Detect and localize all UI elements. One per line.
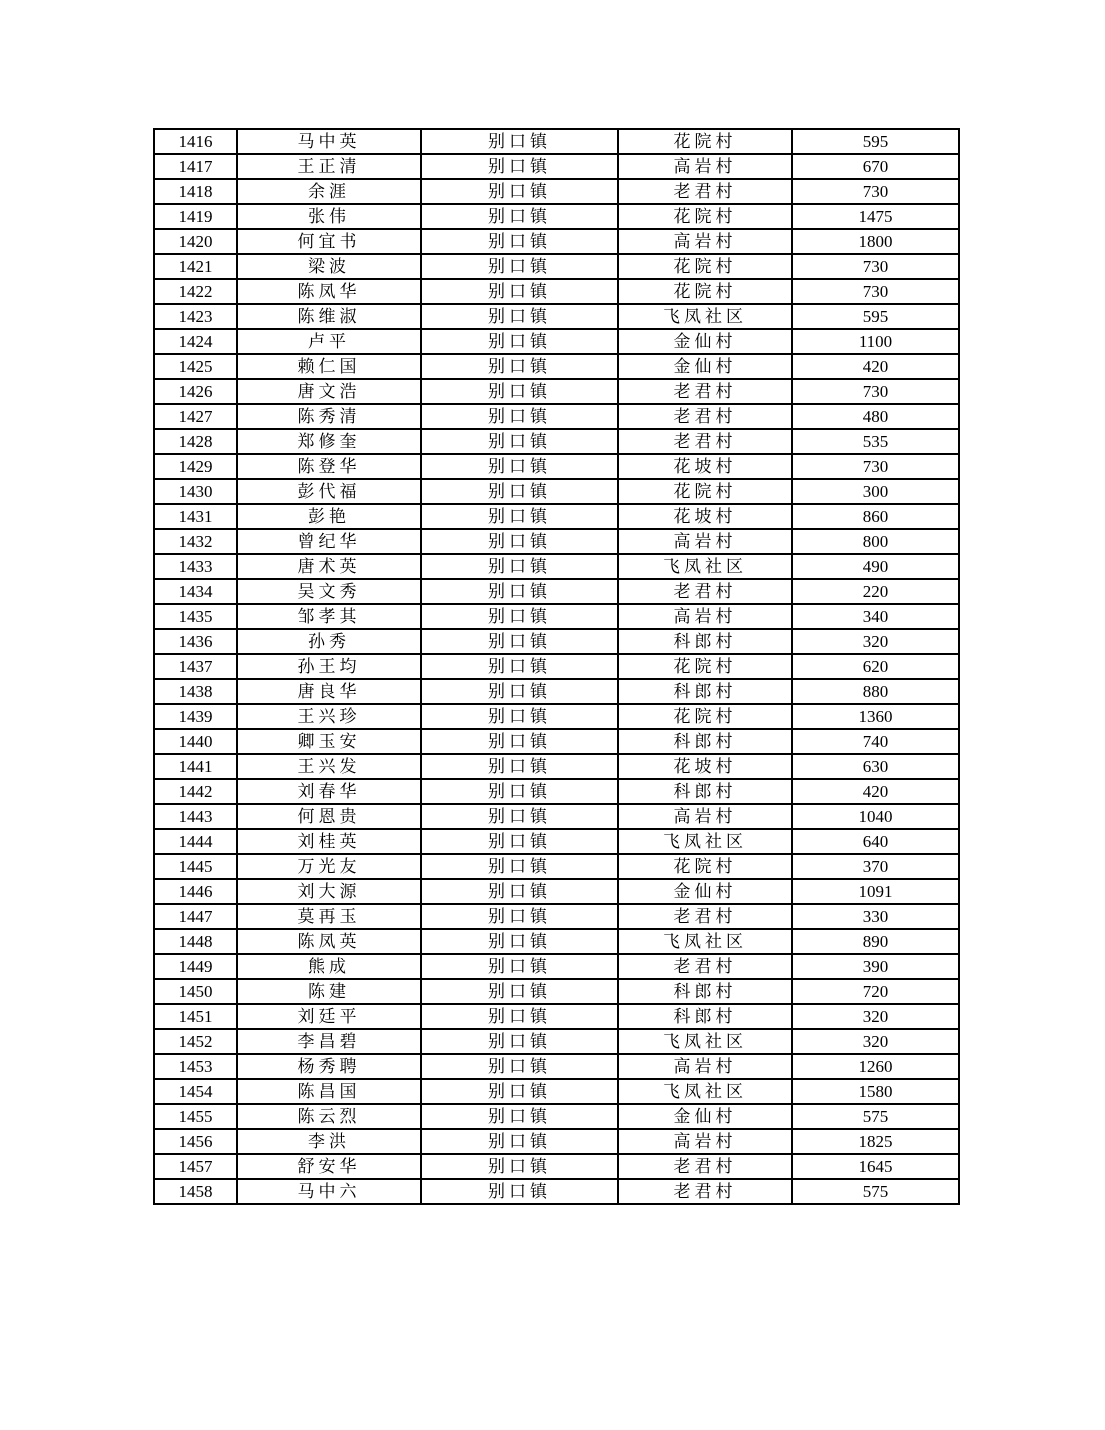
cell-serial: 1458	[154, 1179, 237, 1204]
table-row	[154, 629, 959, 654]
cell-name: 刘春华	[237, 779, 421, 804]
cell-amount: 1091	[792, 879, 959, 904]
cell-town: 别口镇	[421, 629, 618, 654]
cell-amount: 880	[792, 679, 959, 704]
cell-serial: 1448	[154, 929, 237, 954]
cell-amount: 1100	[792, 329, 959, 354]
cell-town: 别口镇	[421, 1004, 618, 1029]
cell-serial: 1449	[154, 954, 237, 979]
cell-name: 刘桂英	[237, 829, 421, 854]
cell-serial: 1437	[154, 654, 237, 679]
cell-serial: 1436	[154, 629, 237, 654]
table-row	[154, 504, 959, 529]
cell-name: 莫再玉	[237, 904, 421, 929]
cell-town: 别口镇	[421, 529, 618, 554]
cell-serial: 1438	[154, 679, 237, 704]
cell-serial: 1428	[154, 429, 237, 454]
cell-amount: 730	[792, 279, 959, 304]
table-row	[154, 254, 959, 279]
table-row	[154, 429, 959, 454]
cell-town: 别口镇	[421, 1104, 618, 1129]
cell-village: 高岩村	[618, 1129, 792, 1154]
cell-town: 别口镇	[421, 129, 618, 154]
cell-village: 花院村	[618, 854, 792, 879]
table-row	[154, 1129, 959, 1154]
cell-amount: 1475	[792, 204, 959, 229]
cell-town: 别口镇	[421, 229, 618, 254]
cell-serial: 1446	[154, 879, 237, 904]
cell-amount: 800	[792, 529, 959, 554]
cell-name: 万光友	[237, 854, 421, 879]
cell-town: 别口镇	[421, 979, 618, 1004]
cell-amount: 860	[792, 504, 959, 529]
table-row	[154, 279, 959, 304]
cell-village: 高岩村	[618, 804, 792, 829]
cell-town: 别口镇	[421, 954, 618, 979]
cell-serial: 1425	[154, 354, 237, 379]
table-row	[154, 229, 959, 254]
cell-amount: 720	[792, 979, 959, 1004]
table-row	[154, 579, 959, 604]
cell-name: 吴文秀	[237, 579, 421, 604]
cell-name: 彭代福	[237, 479, 421, 504]
cell-name: 张伟	[237, 204, 421, 229]
cell-amount: 1645	[792, 1154, 959, 1179]
cell-name: 陈登华	[237, 454, 421, 479]
table-row	[154, 904, 959, 929]
cell-village: 科郎村	[618, 779, 792, 804]
table-row	[154, 304, 959, 329]
cell-amount: 730	[792, 254, 959, 279]
cell-amount: 390	[792, 954, 959, 979]
cell-town: 别口镇	[421, 379, 618, 404]
cell-amount: 1580	[792, 1079, 959, 1104]
cell-village: 花坡村	[618, 504, 792, 529]
cell-name: 何宜书	[237, 229, 421, 254]
cell-town: 别口镇	[421, 779, 618, 804]
cell-serial: 1445	[154, 854, 237, 879]
cell-serial: 1450	[154, 979, 237, 1004]
cell-village: 飞凤社区	[618, 1029, 792, 1054]
table-row	[154, 754, 959, 779]
cell-village: 科郎村	[618, 1004, 792, 1029]
cell-name: 马中英	[237, 129, 421, 154]
cell-serial: 1452	[154, 1029, 237, 1054]
cell-town: 别口镇	[421, 479, 618, 504]
cell-village: 科郎村	[618, 679, 792, 704]
cell-village: 老君村	[618, 954, 792, 979]
table-row	[154, 879, 959, 904]
table-row	[154, 779, 959, 804]
cell-amount: 220	[792, 579, 959, 604]
cell-town: 别口镇	[421, 604, 618, 629]
cell-amount: 620	[792, 654, 959, 679]
cell-amount: 740	[792, 729, 959, 754]
cell-village: 科郎村	[618, 979, 792, 1004]
cell-amount: 1040	[792, 804, 959, 829]
cell-name: 王正清	[237, 154, 421, 179]
cell-name: 唐术英	[237, 554, 421, 579]
cell-amount: 320	[792, 1029, 959, 1054]
table-row	[154, 679, 959, 704]
cell-serial: 1417	[154, 154, 237, 179]
cell-name: 孙秀	[237, 629, 421, 654]
cell-serial: 1419	[154, 204, 237, 229]
cell-serial: 1426	[154, 379, 237, 404]
cell-name: 舒安华	[237, 1154, 421, 1179]
table-row	[154, 529, 959, 554]
cell-amount: 1800	[792, 229, 959, 254]
cell-name: 刘廷平	[237, 1004, 421, 1029]
cell-serial: 1451	[154, 1004, 237, 1029]
cell-village: 高岩村	[618, 229, 792, 254]
cell-village: 老君村	[618, 904, 792, 929]
cell-town: 别口镇	[421, 154, 618, 179]
table-row	[154, 329, 959, 354]
cell-serial: 1456	[154, 1129, 237, 1154]
cell-serial: 1442	[154, 779, 237, 804]
table-row	[154, 154, 959, 179]
cell-village: 金仙村	[618, 329, 792, 354]
cell-serial: 1418	[154, 179, 237, 204]
cell-name: 杨秀聘	[237, 1054, 421, 1079]
cell-village: 飞凤社区	[618, 304, 792, 329]
cell-amount: 420	[792, 779, 959, 804]
cell-village: 花院村	[618, 479, 792, 504]
cell-town: 别口镇	[421, 929, 618, 954]
cell-serial: 1429	[154, 454, 237, 479]
cell-village: 花院村	[618, 254, 792, 279]
cell-town: 别口镇	[421, 579, 618, 604]
cell-serial: 1455	[154, 1104, 237, 1129]
cell-amount: 1360	[792, 704, 959, 729]
cell-village: 金仙村	[618, 879, 792, 904]
cell-town: 别口镇	[421, 854, 618, 879]
cell-town: 别口镇	[421, 1054, 618, 1079]
cell-amount: 340	[792, 604, 959, 629]
cell-amount: 595	[792, 304, 959, 329]
cell-town: 别口镇	[421, 829, 618, 854]
cell-name: 陈维淑	[237, 304, 421, 329]
cell-town: 别口镇	[421, 279, 618, 304]
cell-town: 别口镇	[421, 654, 618, 679]
cell-serial: 1434	[154, 579, 237, 604]
cell-serial: 1457	[154, 1154, 237, 1179]
cell-amount: 480	[792, 404, 959, 429]
cell-name: 彭艳	[237, 504, 421, 529]
cell-town: 别口镇	[421, 304, 618, 329]
cell-village: 高岩村	[618, 529, 792, 554]
table-row	[154, 829, 959, 854]
cell-town: 别口镇	[421, 329, 618, 354]
cell-village: 科郎村	[618, 629, 792, 654]
cell-amount: 320	[792, 1004, 959, 1029]
cell-serial: 1420	[154, 229, 237, 254]
table-row	[154, 854, 959, 879]
table-row	[154, 654, 959, 679]
cell-amount: 575	[792, 1104, 959, 1129]
cell-town: 别口镇	[421, 904, 618, 929]
cell-amount: 595	[792, 129, 959, 154]
cell-name: 陈昌国	[237, 1079, 421, 1104]
cell-village: 老君村	[618, 179, 792, 204]
cell-amount: 490	[792, 554, 959, 579]
roster-table	[153, 128, 960, 1205]
cell-serial: 1454	[154, 1079, 237, 1104]
cell-village: 花院村	[618, 279, 792, 304]
cell-serial: 1433	[154, 554, 237, 579]
cell-serial: 1444	[154, 829, 237, 854]
cell-amount: 320	[792, 629, 959, 654]
cell-town: 别口镇	[421, 179, 618, 204]
cell-amount: 420	[792, 354, 959, 379]
table-row	[154, 954, 959, 979]
table-row	[154, 354, 959, 379]
table-row	[154, 804, 959, 829]
cell-serial: 1435	[154, 604, 237, 629]
cell-village: 花坡村	[618, 454, 792, 479]
table-row	[154, 1004, 959, 1029]
cell-name: 陈秀清	[237, 404, 421, 429]
cell-town: 别口镇	[421, 554, 618, 579]
cell-village: 高岩村	[618, 604, 792, 629]
cell-serial: 1423	[154, 304, 237, 329]
cell-name: 熊成	[237, 954, 421, 979]
cell-village: 飞凤社区	[618, 1079, 792, 1104]
cell-town: 别口镇	[421, 204, 618, 229]
cell-town: 别口镇	[421, 754, 618, 779]
cell-amount: 640	[792, 829, 959, 854]
cell-village: 高岩村	[618, 154, 792, 179]
cell-village: 老君村	[618, 1154, 792, 1179]
table-row	[154, 704, 959, 729]
cell-village: 高岩村	[618, 1054, 792, 1079]
cell-village: 飞凤社区	[618, 929, 792, 954]
cell-name: 卿玉安	[237, 729, 421, 754]
cell-name: 李昌碧	[237, 1029, 421, 1054]
cell-town: 别口镇	[421, 729, 618, 754]
cell-amount: 330	[792, 904, 959, 929]
cell-name: 陈云烈	[237, 1104, 421, 1129]
cell-town: 别口镇	[421, 454, 618, 479]
cell-town: 别口镇	[421, 879, 618, 904]
cell-village: 老君村	[618, 1179, 792, 1204]
cell-amount: 670	[792, 154, 959, 179]
table-row	[154, 454, 959, 479]
cell-serial: 1439	[154, 704, 237, 729]
table-row	[154, 1104, 959, 1129]
cell-name: 唐文浩	[237, 379, 421, 404]
cell-amount: 730	[792, 179, 959, 204]
cell-town: 别口镇	[421, 354, 618, 379]
cell-name: 王兴珍	[237, 704, 421, 729]
cell-serial: 1440	[154, 729, 237, 754]
cell-town: 别口镇	[421, 1129, 618, 1154]
cell-town: 别口镇	[421, 429, 618, 454]
cell-name: 何恩贵	[237, 804, 421, 829]
table-row	[154, 129, 959, 154]
cell-serial: 1432	[154, 529, 237, 554]
roster-table-body	[154, 129, 959, 1204]
cell-village: 老君村	[618, 429, 792, 454]
cell-village: 花院村	[618, 654, 792, 679]
cell-name: 曾纪华	[237, 529, 421, 554]
cell-village: 老君村	[618, 404, 792, 429]
cell-village: 飞凤社区	[618, 554, 792, 579]
cell-amount: 890	[792, 929, 959, 954]
cell-serial: 1416	[154, 129, 237, 154]
cell-name: 孙王均	[237, 654, 421, 679]
cell-name: 唐良华	[237, 679, 421, 704]
cell-serial: 1427	[154, 404, 237, 429]
cell-village: 金仙村	[618, 1104, 792, 1129]
cell-serial: 1443	[154, 804, 237, 829]
table-row	[154, 379, 959, 404]
cell-amount: 1825	[792, 1129, 959, 1154]
cell-village: 科郎村	[618, 729, 792, 754]
cell-serial: 1441	[154, 754, 237, 779]
cell-town: 别口镇	[421, 1079, 618, 1104]
cell-town: 别口镇	[421, 1154, 618, 1179]
cell-name: 余涯	[237, 179, 421, 204]
cell-amount: 730	[792, 454, 959, 479]
cell-name: 陈建	[237, 979, 421, 1004]
table-row	[154, 1179, 959, 1204]
cell-name: 李洪	[237, 1129, 421, 1154]
cell-name: 赖仁国	[237, 354, 421, 379]
cell-serial: 1424	[154, 329, 237, 354]
table-row	[154, 1029, 959, 1054]
cell-town: 别口镇	[421, 1029, 618, 1054]
cell-amount: 1260	[792, 1054, 959, 1079]
cell-name: 王兴发	[237, 754, 421, 779]
cell-name: 刘大源	[237, 879, 421, 904]
table-row	[154, 204, 959, 229]
cell-serial: 1421	[154, 254, 237, 279]
cell-name: 梁波	[237, 254, 421, 279]
cell-name: 邹孝其	[237, 604, 421, 629]
cell-name: 马中六	[237, 1179, 421, 1204]
table-row	[154, 604, 959, 629]
cell-amount: 370	[792, 854, 959, 879]
table-row	[154, 554, 959, 579]
cell-amount: 300	[792, 479, 959, 504]
cell-name: 卢平	[237, 329, 421, 354]
cell-village: 飞凤社区	[618, 829, 792, 854]
cell-village: 花院村	[618, 129, 792, 154]
cell-amount: 630	[792, 754, 959, 779]
table-row	[154, 979, 959, 1004]
table-row	[154, 729, 959, 754]
cell-town: 别口镇	[421, 404, 618, 429]
table-row	[154, 404, 959, 429]
cell-town: 别口镇	[421, 804, 618, 829]
cell-serial: 1453	[154, 1054, 237, 1079]
cell-amount: 575	[792, 1179, 959, 1204]
cell-village: 花院村	[618, 704, 792, 729]
cell-village: 花院村	[618, 204, 792, 229]
table-row	[154, 1054, 959, 1079]
cell-serial: 1447	[154, 904, 237, 929]
cell-serial: 1422	[154, 279, 237, 304]
cell-name: 陈凤华	[237, 279, 421, 304]
cell-village: 老君村	[618, 379, 792, 404]
cell-village: 老君村	[618, 579, 792, 604]
cell-amount: 730	[792, 379, 959, 404]
cell-name: 郑修奎	[237, 429, 421, 454]
cell-village: 花坡村	[618, 754, 792, 779]
cell-serial: 1431	[154, 504, 237, 529]
table-row	[154, 1079, 959, 1104]
cell-amount: 535	[792, 429, 959, 454]
cell-town: 别口镇	[421, 704, 618, 729]
table-row	[154, 929, 959, 954]
table-row	[154, 179, 959, 204]
table-row	[154, 479, 959, 504]
cell-town: 别口镇	[421, 679, 618, 704]
cell-village: 金仙村	[618, 354, 792, 379]
table-row	[154, 1154, 959, 1179]
cell-town: 别口镇	[421, 504, 618, 529]
cell-town: 别口镇	[421, 254, 618, 279]
cell-town: 别口镇	[421, 1179, 618, 1204]
cell-serial: 1430	[154, 479, 237, 504]
cell-name: 陈凤英	[237, 929, 421, 954]
